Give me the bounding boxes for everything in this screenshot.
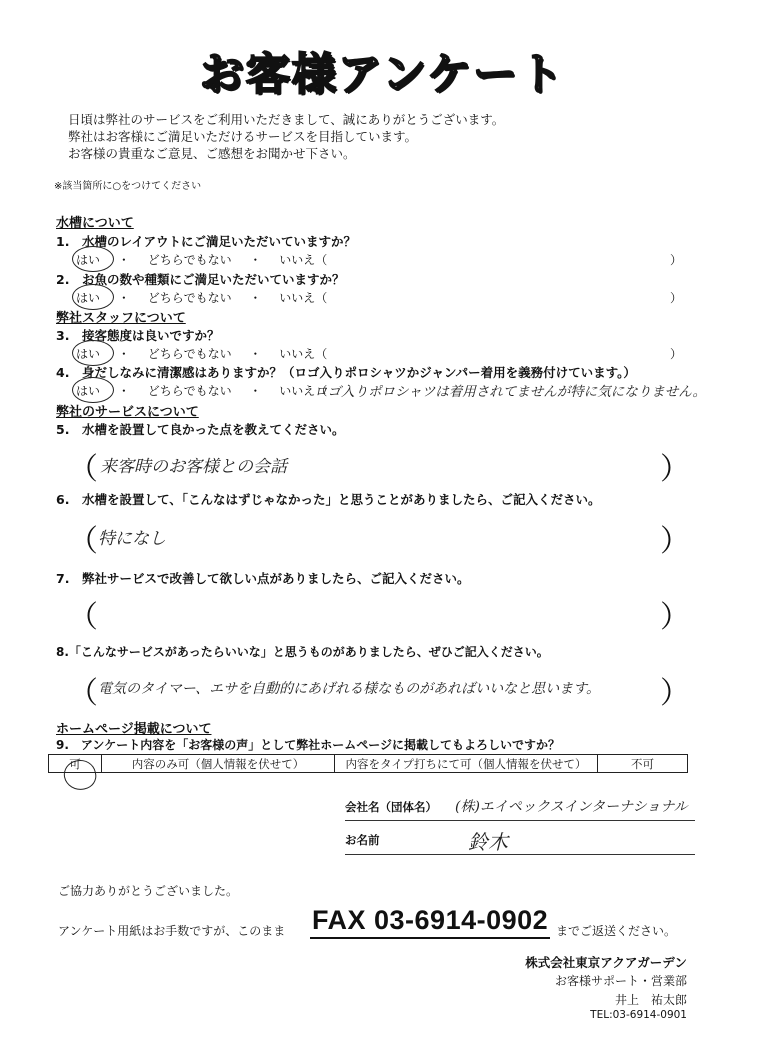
question-1: 1. 水槽のレイアウトにご満足いただいていますか？ — [56, 234, 356, 249]
option-no[interactable]: いいえ（ — [279, 291, 328, 305]
answer-5-handwritten[interactable]: 来客時のお客様との会話 — [100, 457, 287, 477]
question-4-options: はい ・ どちらでもない ・ いいえ（ — [76, 384, 328, 398]
question-3-options: はい ・ どちらでもない ・ いいえ（ — [76, 347, 328, 361]
section-heading-staff: 弊社スタッフについて — [56, 311, 186, 326]
fax-instruction: アンケート用紙はお手数ですが、このまま — [58, 924, 286, 938]
name-label: お名前 — [345, 833, 380, 847]
answer-6-handwritten[interactable]: 特になし — [98, 529, 166, 549]
consent-options-table — [48, 754, 688, 773]
question-2-options: はい ・ どちらでもない ・ いいえ（ — [76, 291, 328, 305]
footer-department: お客様サポート・営業部 — [554, 974, 687, 988]
question-6: 6. 水槽を設置して、「こんなはずじゃなかった」と思うことがありましたら、ご記入ください。 — [56, 492, 601, 507]
question-8: 8.「こんなサービスがあったらいいな」と思うものがありましたら、ぜひご記入ください。 — [56, 645, 549, 659]
footer-person: 井上 祐太郎 — [614, 993, 687, 1007]
question-1-options: はい ・ どちらでもない ・ いいえ（ — [76, 253, 328, 267]
thanks-text: ご協力ありがとうございました。 — [58, 884, 239, 898]
answer-4-handwritten: ロゴ入りポロシャツは着用されてませんが特に気になりません。 — [314, 384, 707, 400]
option-neutral[interactable]: どちらでもない — [147, 347, 232, 361]
question-2: 2. お魚の数や種類にご満足いただいていますか？ — [56, 272, 345, 287]
consent-option-typed[interactable]: 内容をタイプ打ちにて可（個人情報を伏せて） — [335, 755, 598, 773]
section-heading-homepage: ホームページ掲載について — [56, 722, 212, 737]
consent-option-content-only[interactable]: 内容のみ可（個人情報を伏せて） — [102, 755, 335, 773]
option-yes[interactable]: はい — [76, 253, 101, 267]
section-heading-tank: 水槽について — [56, 216, 134, 231]
footer-tel: TEL:03-6914-0901 — [590, 1009, 687, 1021]
intro-line-3: お客様の貴重なご意見、ご感想をお聞かせ下さい。 — [68, 146, 356, 161]
answer-8-handwritten[interactable]: 電気のタイマー、エサを自動的にあげれる様なものがあればいいなと思います。 — [98, 681, 601, 697]
option-no[interactable]: いいえ（ — [279, 347, 328, 361]
option-yes[interactable]: はい — [76, 291, 101, 305]
option-no[interactable]: いいえ（ — [279, 384, 328, 398]
option-neutral[interactable]: どちらでもない — [147, 384, 232, 398]
name-value[interactable]: 鈴木 — [468, 830, 508, 854]
option-neutral[interactable]: どちらでもない — [147, 291, 232, 305]
fax-number: FAX 03-6914-0902 — [312, 905, 549, 935]
question-7: 7. 弊社サービスで改善して欲しい点がありましたら、ご記入ください。 — [56, 571, 470, 586]
fax-return-text: までご返送ください。 — [556, 924, 677, 938]
instruction-note: ※該当箇所に○をつけてください — [54, 181, 202, 192]
section-heading-service: 弊社のサービスについて — [56, 405, 199, 420]
footer-company: 株式会社東京アクアガーデン — [525, 955, 687, 970]
option-neutral[interactable]: どちらでもない — [147, 253, 232, 267]
consent-option-ng[interactable]: 不可 — [598, 755, 688, 773]
question-9: 9. アンケート内容を「お客様の声」として弊社ホームページに掲載してもよろしいですか？ — [56, 738, 560, 752]
page-title: お客様アンケート — [199, 49, 566, 100]
consent-option-ok[interactable]: 可 — [49, 755, 102, 773]
fax-underline — [310, 937, 550, 939]
intro-line-2: 弊社はお客様にご満足いただけるサービスを目指しています。 — [68, 129, 418, 144]
name-underline — [345, 854, 695, 855]
company-underline — [345, 820, 695, 821]
selection-circle — [72, 377, 114, 403]
option-yes[interactable]: はい — [76, 347, 101, 361]
question-4: 4. 身だしなみに清潔感はありますか？（ロゴ入りポロシャツかジャンパー着用を義務付けています。） — [56, 365, 636, 380]
selection-circle — [72, 246, 114, 272]
question-5: 5. 水槽を設置して良かった点を教えてください。 — [56, 422, 345, 437]
company-value[interactable]: (株)エイペックスインターナショナル — [455, 799, 688, 815]
option-no[interactable]: いいえ（ — [279, 253, 328, 267]
question-3: 3. 接客態度は良いですか？ — [56, 328, 220, 343]
company-label: 会社名（団体名） — [345, 800, 437, 814]
intro-line-1: 日頃は弊社のサービスをご利用いただきまして、誠にありがとうございます。 — [68, 112, 505, 127]
option-yes[interactable]: はい — [76, 384, 101, 398]
